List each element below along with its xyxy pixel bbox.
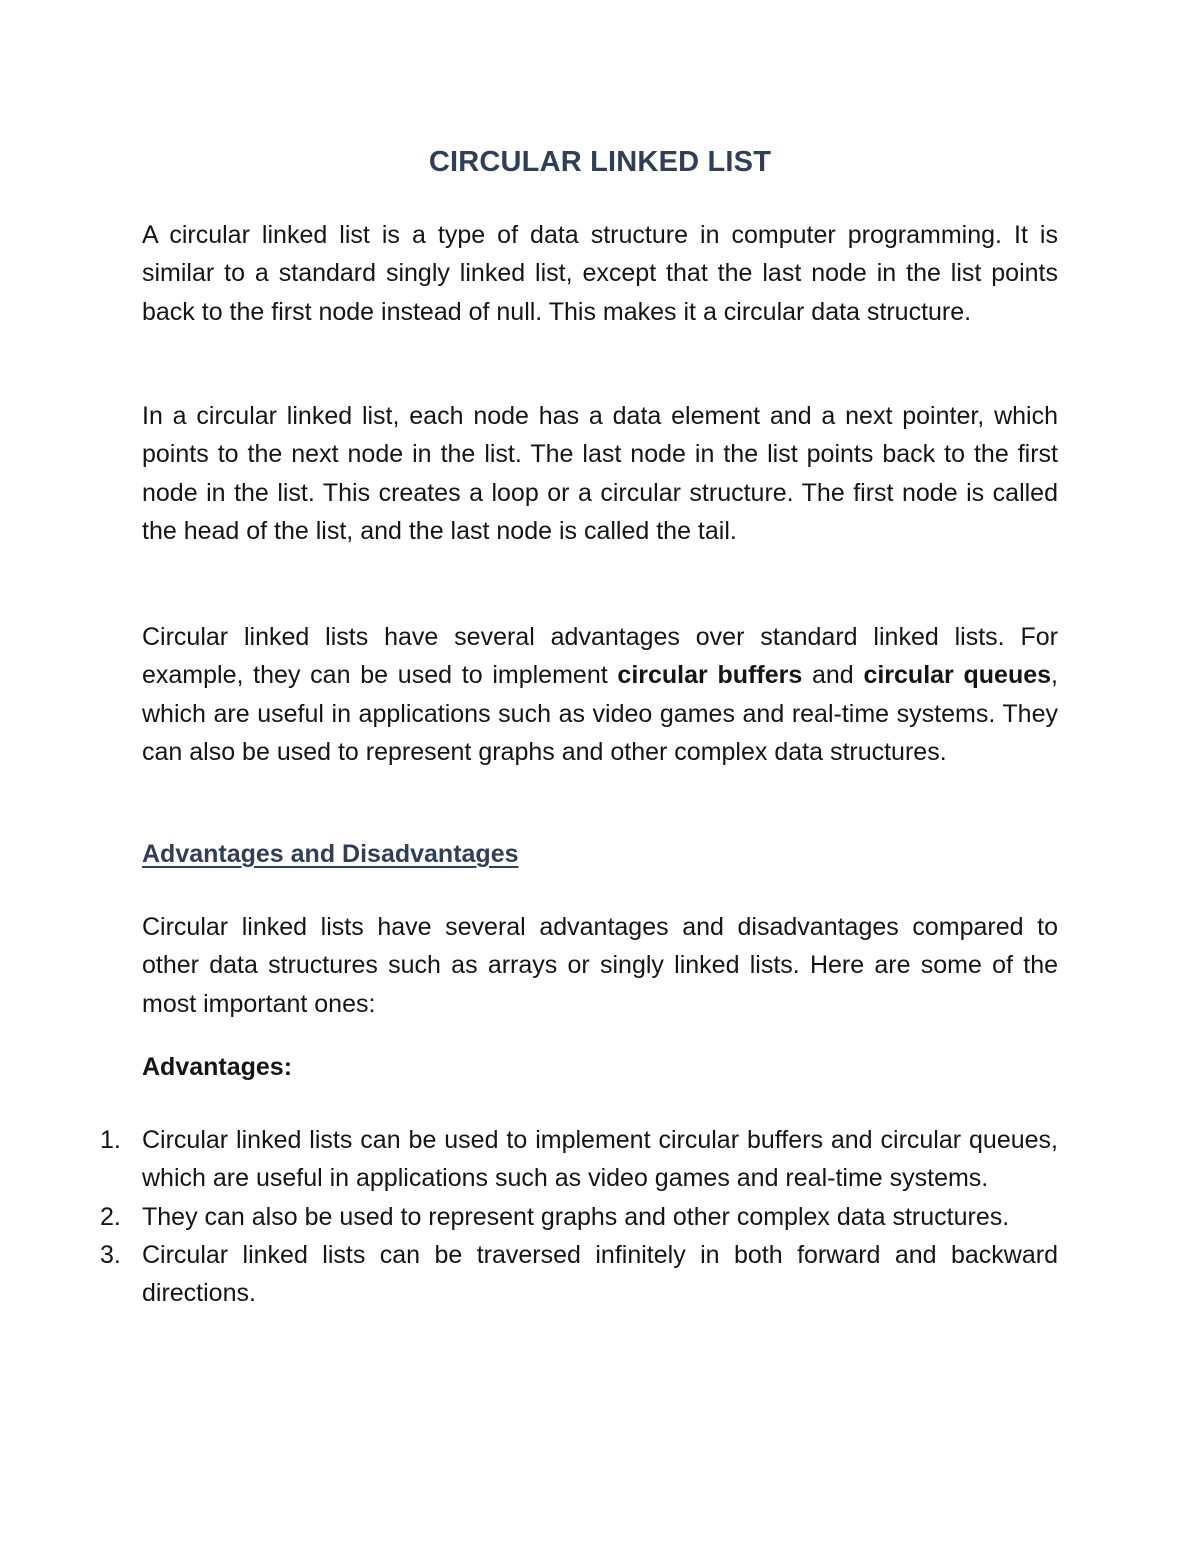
section-heading: Advantages and Disadvantages (142, 840, 519, 868)
bold-term-circular-queues: circular queues (863, 661, 1052, 690)
list-text: They can also be used to represent graphs and other complex data structures. (142, 1202, 1010, 1231)
list-item (100, 1236, 1058, 1313)
paragraph-text: and (802, 661, 864, 690)
paragraph-text: , which are useful in applications such as video games and real-time systems. They can also be used to represent graphs and other complex data structures. (142, 661, 1058, 766)
advantages-intro-paragraph (142, 618, 1058, 771)
bold-term-circular-buffers: circular buffers (617, 661, 803, 690)
list-item (100, 1198, 1058, 1236)
comparison-paragraph: Circular linked lists have several advantages and disadvantages compared to other data structures such as arrays or singly linked lists. Here are some of the most important ones: (142, 913, 1058, 1018)
advantages-heading: Advantages: (142, 1053, 293, 1081)
list-number: 3. (100, 1240, 121, 1269)
list-number: 2. (100, 1202, 121, 1231)
advantages-list (100, 1121, 1058, 1312)
intro-paragraph: A circular linked list is a type of data structure in computer programming. It is similar to a standard singly linked list, except that the last node in the list points back to the first node instead of null. This makes it a circular data structure. (142, 221, 1058, 326)
structure-paragraph: In a circular linked list, each node has a data element and a next pointer, which points to the next node in the list. The last node in the list points back to the first node in the list. This creates a loop or a circular structure. The first node is called the head of the list, and the last node is called the tail. (142, 402, 1058, 545)
list-text: Circular linked lists can be used to implement circular buffers and circular queues, which are useful in applications such as video games and real-time systems. (142, 1126, 1058, 1193)
list-text: Circular linked lists can be traversed infinitely in both forward and backward directions. (142, 1240, 1058, 1308)
list-number: 1. (100, 1126, 121, 1154)
page-title: CIRCULAR LINKED LIST (428, 146, 772, 178)
list-item (100, 1121, 1058, 1198)
paragraph-text: Circular linked lists have several advantages over standard linked lists. For example, they can be used to implement (142, 623, 1058, 690)
